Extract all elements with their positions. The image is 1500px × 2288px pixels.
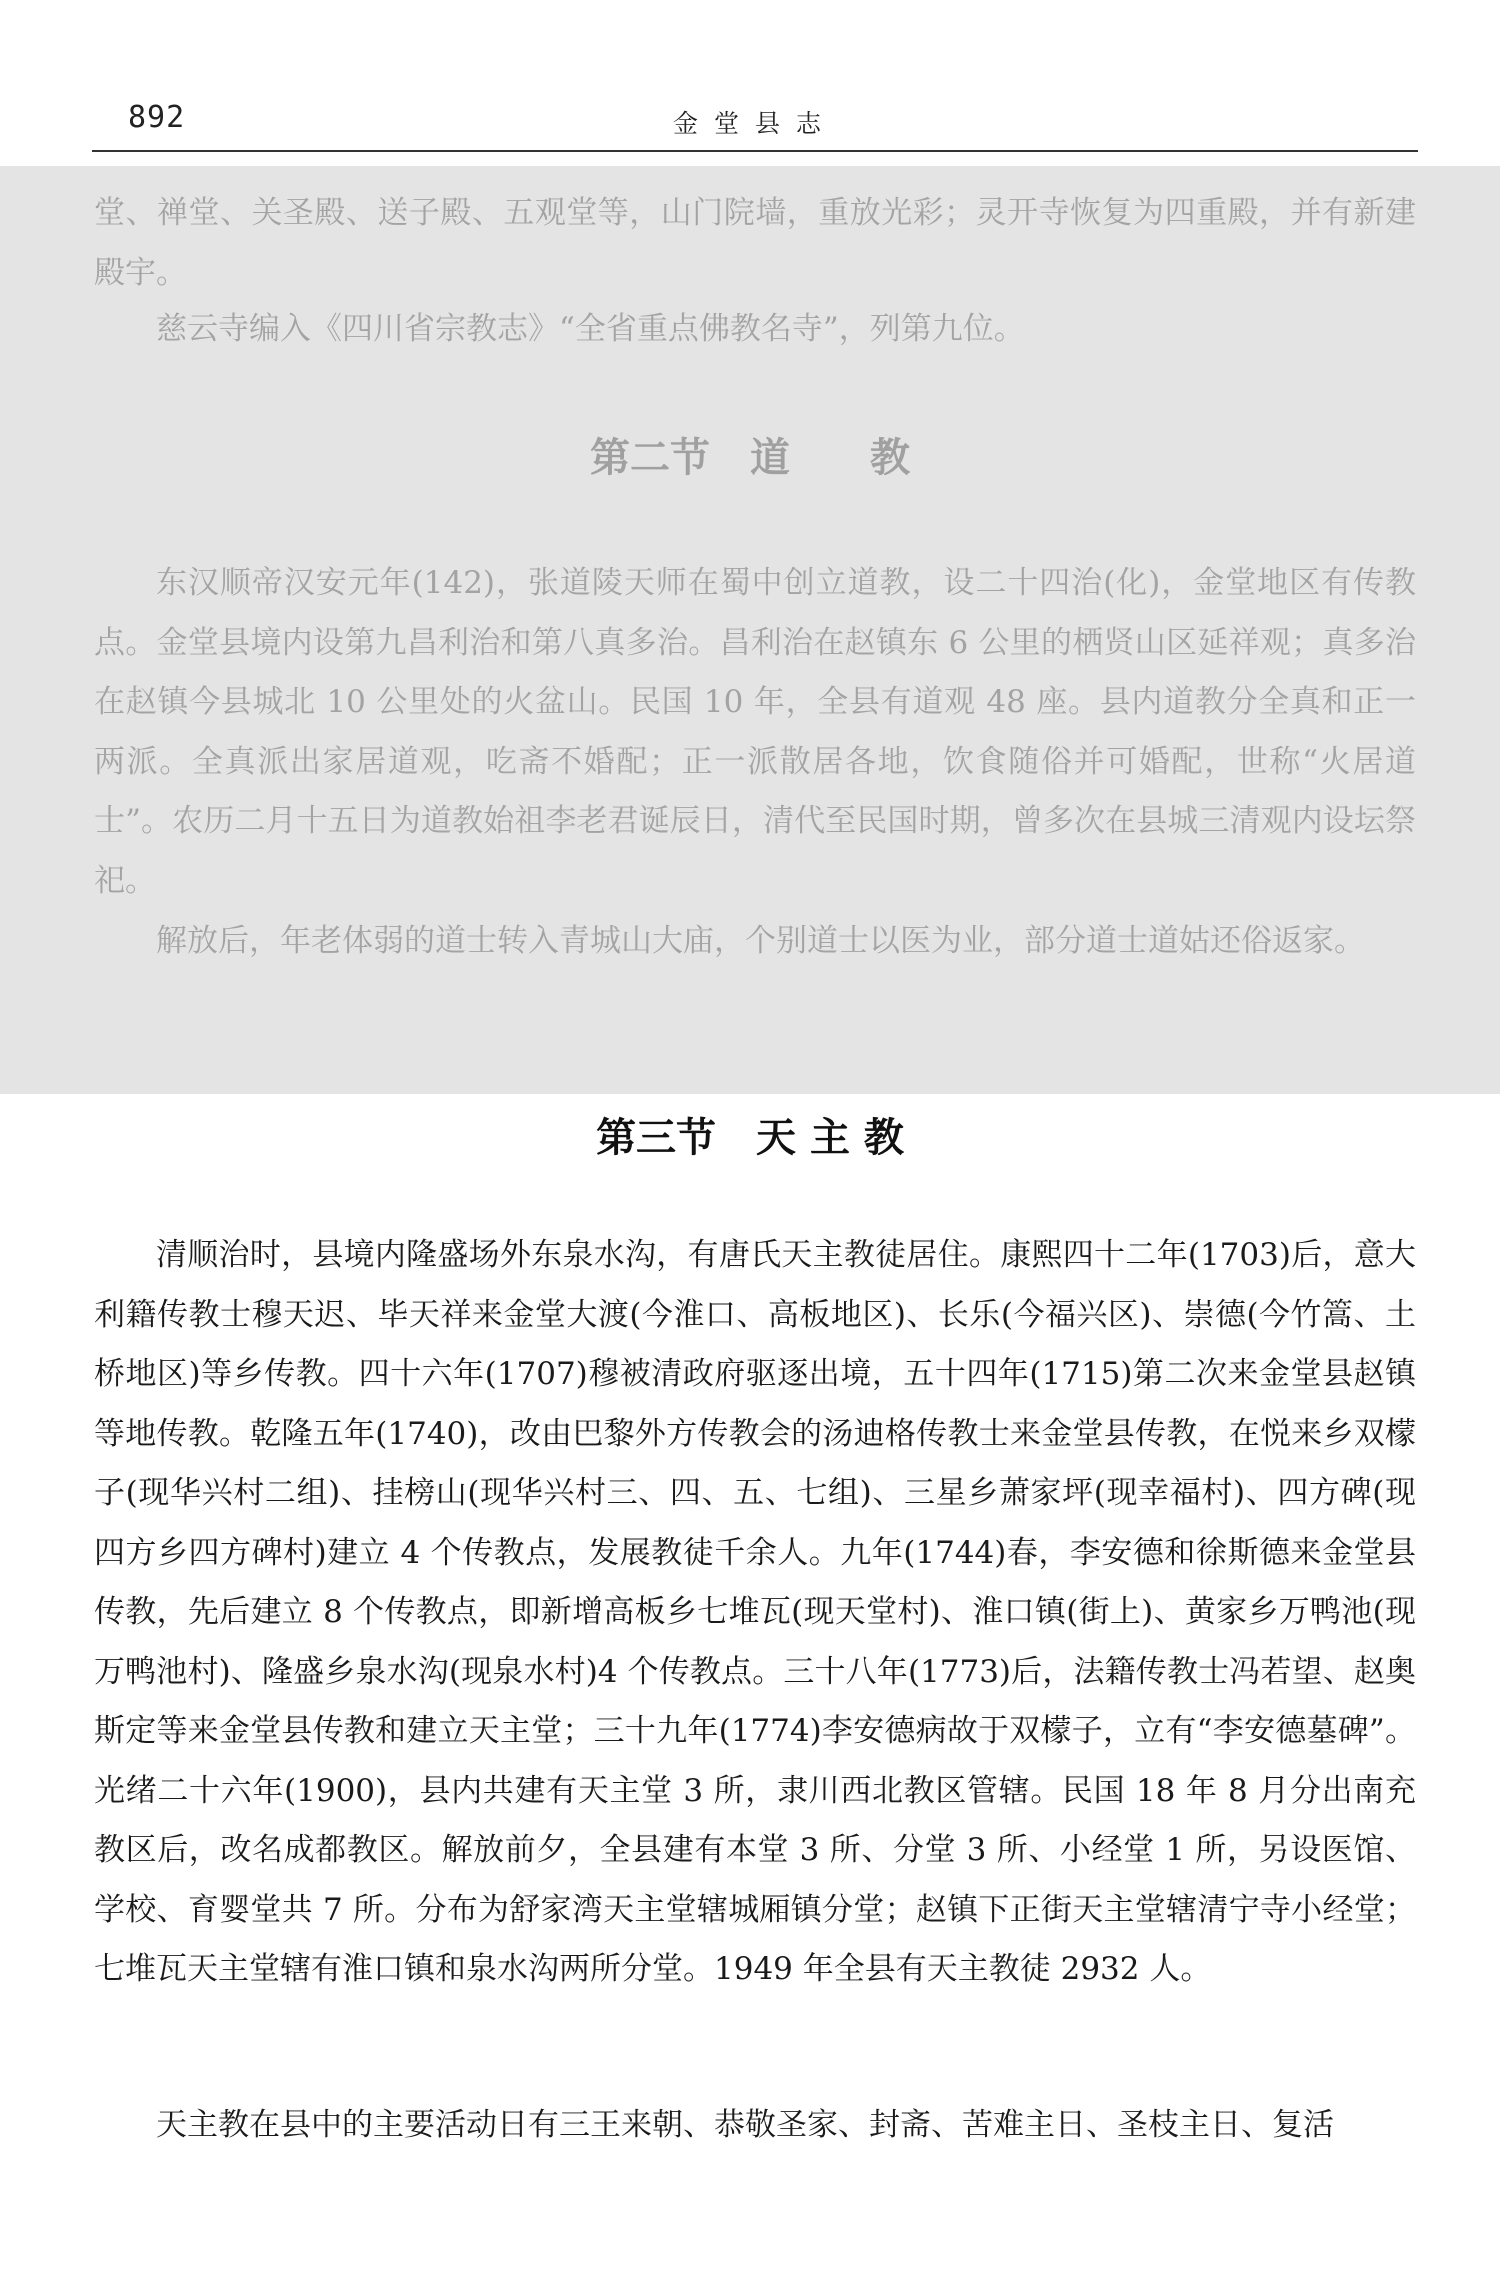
section-title-catholicism: 第三节 天 主 教 [596,1114,904,1161]
page-number: 892 [128,100,186,135]
paragraph-ciyun-temple: 慈云寺编入《四川省宗教志》“全省重点佛教名寺”，列第九位。 [156,311,1025,347]
paragraph-catholic-activities: 天主教在县中的主要活动日有三王来朝、恭敬圣家、封斋、苦难主日、圣枝主日、复活 [156,2107,1334,2143]
paragraph-taoism-history: 东汉顺帝汉安元年(142)，张道陵天师在蜀中创立道教，设二十四治(化)，金堂地区有传教点。金堂县境内设第九昌利治和第八真多治。昌利治在赵镇东 6 公里的栖贤山区延祥观；真多治在赵镇今县城北 10 公里处的火盆山。民国 10 年，全县有道观 48 座。县内道教分全真和正一两派。全真派出家居道观，吃斋不婚配；正一派散居各地，饮食随俗并可婚配，世称“火居道士”。农历二月十五日为道教始祖李老君诞辰日，清代至民国时期，曾多次在县城三清观内设坛祭祀。 [94,565,1416,899]
paragraph-catholic-history: 清顺治时，县境内隆盛场外东泉水沟，有唐氏天主教徒居住。康熙四十二年(1703)后，意大利籍传教士穆天迟、毕天祥来金堂大渡(今淮口、高板地区)、长乐(今福兴区)、崇德(今竹篙、土桥地区)等乡传教。四十六年(1707)穆被清政府驱逐出境，五十四年(1715)第二次来金堂县赵镇等地传教。乾隆五年(1740)，改由巴黎外方传教会的汤迪格传教士来金堂县传教，在悦来乡双檬子(现华兴村二组)、挂榜山(现华兴村三、四、五、七组)、三星乡萧家坪(现幸福村)、四方碑(现四方乡四方碑村)建立 4 个传教点，发展教徒千余人。九年(1744)春，李安德和徐斯德来金堂县传教，先后建立 8 个传教点，即新增高板乡七堆瓦(现天堂村)、淮口镇(街上)、黄家乡万鸭池(现万鸭池村)、隆盛乡泉水沟(现泉水村)4 个传教点。三十八年(1773)后，法籍传教士冯若望、赵奥斯定等来金堂县传教和建立天主堂；三十九年(1774)李安德病故于双檬子，立有“李安德墓碑”。光绪二十六年(1900)，县内共建有天主堂 3 所，隶川西北教区管辖。民国 18 年 8 月分出南充教区后，改名成都教区。解放前夕，全县建有本堂 3 所、分堂 3 所、小经堂 1 所，另设医馆、学校、育婴堂共 7 所。分布为舒家湾天主堂辖城厢镇分堂；赵镇下正街天主堂辖清宁寺小经堂；七堆瓦天主堂辖有淮口镇和泉水沟两所分堂。1949 年全县有天主教徒 2932 人。 [94,1237,1416,1987]
running-title: 金堂县志 [672,109,837,138]
faded-previous-content [0,166,1500,1094]
section-title-taoism: 第二节 道 教 [590,434,910,481]
header-rule [92,150,1418,152]
paragraph-continued: 堂、禅堂、关圣殿、送子殿、五观堂等，山门院墙，重放光彩；灵开寺恢复为四重殿，并有新建殿宇。 [94,195,1416,291]
page-header [92,96,1418,152]
paragraph-taoism-after-liberation: 解放后，年老体弱的道士转入青城山大庙，个别道士以医为业，部分道士道姑还俗返家。 [156,923,1365,959]
